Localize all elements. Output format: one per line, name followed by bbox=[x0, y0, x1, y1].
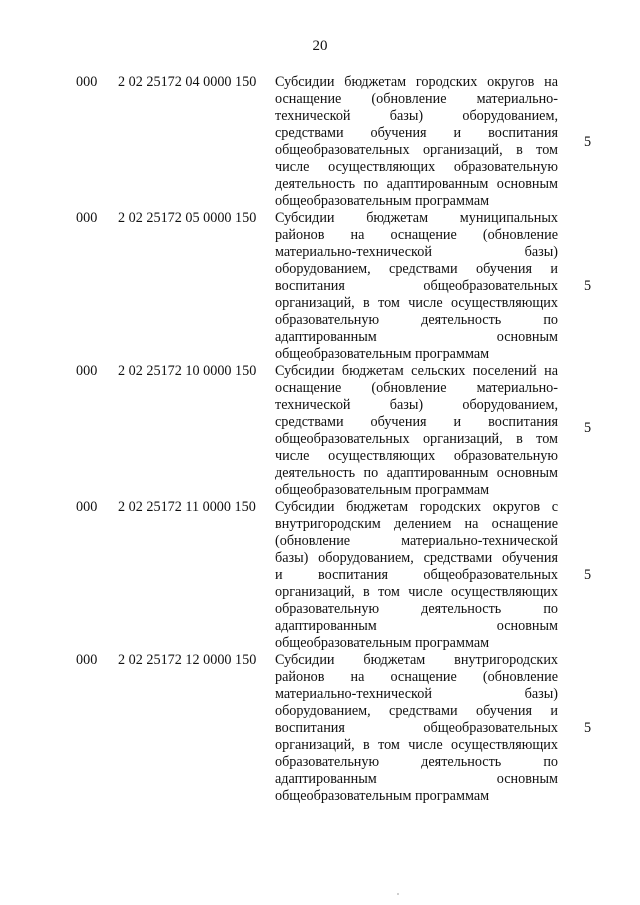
description-line: организаций, в том числе осуществляющих bbox=[275, 295, 558, 311]
amount: 5 bbox=[584, 420, 592, 436]
description-line: общеобразовательных организаций, в том bbox=[275, 142, 558, 158]
description-line: материально-технической базы) bbox=[275, 244, 558, 260]
page-number: 20 bbox=[312, 38, 328, 54]
description-line: общеобразовательных организаций, в том bbox=[275, 431, 558, 447]
table-row bbox=[0, 652, 640, 805]
description-line: технической базы) оборудованием, bbox=[275, 108, 558, 124]
amount: 5 bbox=[584, 278, 592, 294]
description-line: образовательную деятельность по bbox=[275, 754, 558, 770]
admin-code: 000 bbox=[76, 499, 98, 515]
description-line: образовательную деятельность по bbox=[275, 312, 558, 328]
amount: 5 bbox=[584, 720, 592, 736]
row-description bbox=[275, 499, 558, 652]
description-line: районов на оснащение (обновление bbox=[275, 669, 558, 685]
description-line: деятельность по адаптированным основным bbox=[275, 465, 558, 481]
description-line: общеобразовательным программам bbox=[275, 346, 490, 362]
description-line: организаций, в том числе осуществляющих bbox=[275, 584, 558, 600]
budget-table bbox=[0, 74, 640, 805]
description-line: воспитания общеобразовательных bbox=[275, 720, 558, 736]
description-line: Субсидии бюджетам муниципальных bbox=[275, 210, 558, 226]
scan-speck bbox=[397, 893, 399, 895]
description-line: числе осуществляющих образовательную bbox=[275, 159, 558, 175]
description-line: Субсидии бюджетам городских округов на bbox=[275, 74, 558, 90]
description-line: адаптированным основным bbox=[275, 771, 558, 787]
description-line: воспитания общеобразовательных bbox=[275, 278, 558, 294]
kbk-code: 2 02 25172 04 0000 150 bbox=[118, 74, 257, 90]
table-row bbox=[0, 499, 640, 652]
admin-code: 000 bbox=[76, 74, 98, 90]
description-line: общеобразовательным программам bbox=[275, 482, 490, 498]
description-line: деятельность по адаптированным основным bbox=[275, 176, 558, 192]
description-line: средствами обучения и воспитания bbox=[275, 414, 558, 430]
description-line: оснащение (обновление материально- bbox=[275, 91, 558, 107]
table-row bbox=[0, 74, 640, 210]
description-line: адаптированным основным bbox=[275, 618, 558, 634]
kbk-code: 2 02 25172 10 0000 150 bbox=[118, 363, 257, 379]
admin-code: 000 bbox=[76, 652, 98, 668]
admin-code: 000 bbox=[76, 210, 98, 226]
row-description bbox=[275, 210, 558, 363]
description-line: оборудованием, средствами обучения и bbox=[275, 703, 558, 719]
description-line: материально-технической базы) bbox=[275, 686, 558, 702]
table-row bbox=[0, 210, 640, 363]
description-line: средствами обучения и воспитания bbox=[275, 125, 558, 141]
description-line: базы) оборудованием, средствами обучения bbox=[275, 550, 558, 566]
table-row bbox=[0, 363, 640, 499]
row-description bbox=[275, 652, 558, 805]
row-description bbox=[275, 363, 558, 499]
admin-code: 000 bbox=[76, 363, 98, 379]
row-description bbox=[275, 74, 558, 210]
kbk-code: 2 02 25172 11 0000 150 bbox=[118, 499, 256, 515]
description-line: числе осуществляющих образовательную bbox=[275, 448, 558, 464]
kbk-code: 2 02 25172 05 0000 150 bbox=[118, 210, 257, 226]
description-line: районов на оснащение (обновление bbox=[275, 227, 558, 243]
description-line: технической базы) оборудованием, bbox=[275, 397, 558, 413]
description-line: адаптированным основным bbox=[275, 329, 558, 345]
amount: 5 bbox=[584, 567, 592, 583]
description-line: организаций, в том числе осуществляющих bbox=[275, 737, 558, 753]
description-line: и воспитания общеобразовательных bbox=[275, 567, 558, 583]
description-line: Субсидии бюджетам сельских поселений на bbox=[275, 363, 558, 379]
description-line: оснащение (обновление материально- bbox=[275, 380, 558, 396]
amount: 5 bbox=[584, 134, 592, 150]
kbk-code: 2 02 25172 12 0000 150 bbox=[118, 652, 257, 668]
description-line: оборудованием, средствами обучения и bbox=[275, 261, 558, 277]
description-line: Субсидии бюджетам городских округов с bbox=[275, 499, 558, 515]
description-line: общеобразовательным программам bbox=[275, 635, 490, 651]
description-line: общеобразовательным программам bbox=[275, 193, 490, 209]
description-line: общеобразовательным программам bbox=[275, 788, 490, 804]
description-line: (обновление материально-технической bbox=[275, 533, 558, 549]
description-line: внутригородским делением на оснащение bbox=[275, 516, 558, 532]
description-line: Субсидии бюджетам внутригородских bbox=[275, 652, 558, 668]
description-line: образовательную деятельность по bbox=[275, 601, 558, 617]
